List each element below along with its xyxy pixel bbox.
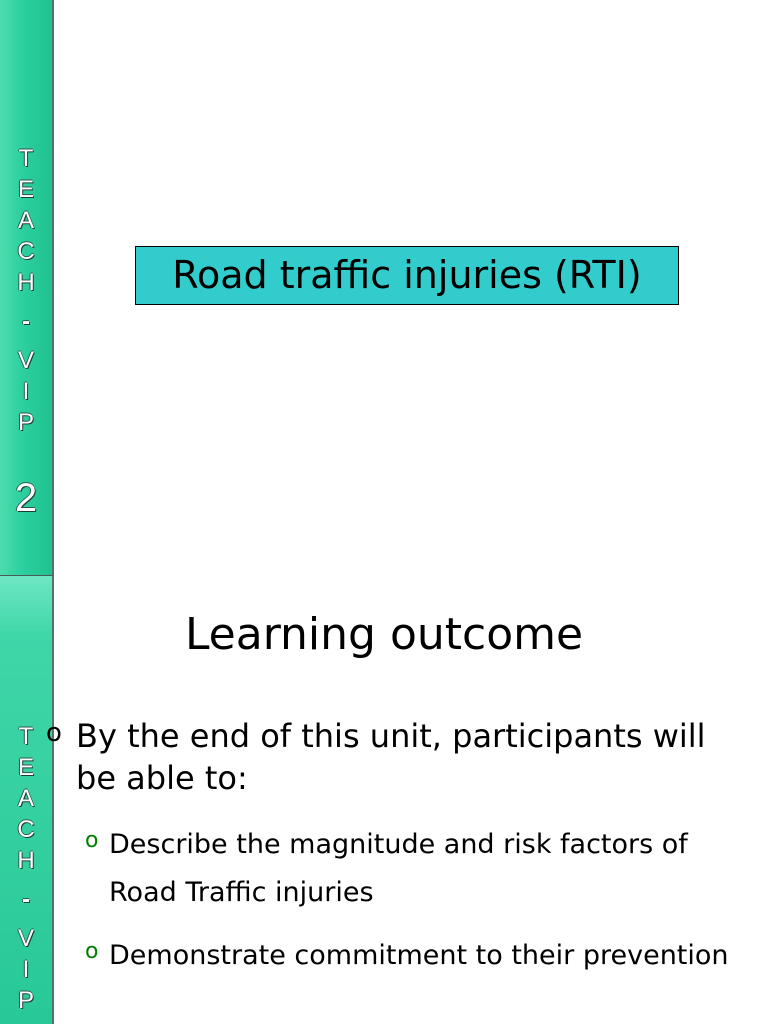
sidebar-letter: A bbox=[17, 207, 34, 234]
slide-title: Road traffic injuries (RTI) bbox=[135, 246, 679, 305]
bullet-marker-icon: o bbox=[85, 828, 99, 853]
sidebar-letter: T bbox=[18, 145, 34, 172]
slide-heading: Learning outcome bbox=[184, 609, 584, 660]
sidebar-letter: - bbox=[22, 886, 30, 913]
sidebar-letter: V bbox=[17, 925, 34, 952]
sidebar-letter: A bbox=[17, 785, 34, 812]
bullet-marker-icon: o bbox=[85, 939, 99, 964]
sidebar-vertical-text bbox=[0, 721, 52, 1016]
sidebar-vertical-text bbox=[0, 143, 52, 438]
sidebar-letter: H bbox=[17, 269, 35, 296]
sub-bullet-item bbox=[85, 821, 739, 917]
sidebar-letter: I bbox=[22, 956, 30, 983]
sidebar-letter: C bbox=[17, 816, 35, 843]
bullet-text: By the end of this unit, participants will be able to: bbox=[76, 717, 706, 797]
slide-2 bbox=[0, 575, 768, 1024]
sidebar-number: 2 bbox=[14, 476, 38, 520]
sidebar-letter: P bbox=[17, 409, 34, 436]
sidebar-letter: V bbox=[17, 347, 34, 374]
sidebar-letter: E bbox=[17, 176, 34, 203]
bullet-marker-icon: o bbox=[46, 718, 62, 748]
sidebar-letter: I bbox=[22, 378, 30, 405]
bullet-text: Demonstrate commitment to their prevention bbox=[109, 940, 729, 971]
sidebar-letter: H bbox=[17, 847, 35, 874]
bullet-item bbox=[46, 715, 736, 799]
sub-bullet-item bbox=[85, 932, 739, 980]
sidebar-letter: - bbox=[22, 308, 30, 335]
sidebar-letter: E bbox=[17, 754, 34, 781]
bullet-text: Describe the magnitude and risk factors of Road Traffic injuries bbox=[109, 829, 688, 908]
sidebar-band bbox=[0, 0, 54, 575]
sidebar-letter: T bbox=[18, 723, 34, 750]
sidebar-letter: P bbox=[17, 987, 34, 1014]
sidebar-letter: C bbox=[17, 238, 35, 265]
